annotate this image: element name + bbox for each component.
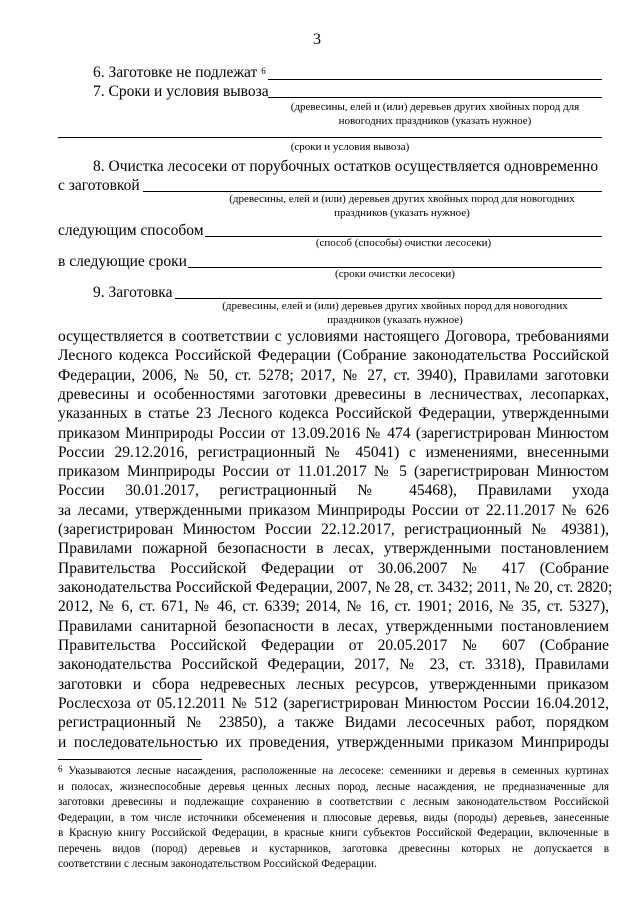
item7-caption-1: (древесины, елей и (или) деревьев других хвойных пород для [290, 101, 580, 113]
item8-method-label: следующим способом [58, 222, 204, 239]
item8-fill-line [143, 191, 602, 192]
footnote-line-text: Указываются лесные насаждения, расположенные на лесосеке: семенники и деревья в семенных куртинах [62, 765, 609, 777]
body-line: Правилами пожарной безопасности в лесах, утвержденными постановлением [58, 540, 609, 557]
item9-label: 9. Заготовка [93, 284, 173, 301]
item7-label: 7. Сроки и условия вывоза [93, 83, 269, 100]
item9-caption-2: праздников (указать нужное) [327, 314, 463, 326]
item6-text: 6. Заготовке не подлежат [93, 64, 258, 81]
body-line: приказом Минприроды России от 11.01.2017 № 5 (зарегистрирован Минюстом [58, 463, 609, 480]
footnote-line: и полосах, жизнеспособные деревья ценных лесных пород, лесные насаждения, не предназначенные для [58, 781, 609, 793]
footnote-line: Федерации, в том числе источники обсеменения и плюсовые деревья, виды (породы) деревьев, занесенные [58, 812, 609, 824]
item9-caption-1: (древесины, елей и (или) деревьев других хвойных пород для новогодних [222, 300, 568, 312]
item7-caption-3: (сроки и условия вывоза) [290, 141, 410, 153]
footnote-line: соответствии с лесным законодательством Российской Федерации. [58, 858, 377, 870]
item8-terms-label: в следующие сроки [58, 253, 187, 270]
footnote-reference: 6 [261, 66, 266, 76]
body-line: Лесного кодекса Российской Федерации (Собрание законодательства Российской [58, 347, 609, 364]
body-line: Федерации, 2006, № 50, ст. 5278; 2017, № 27, ст. 3940), Правилами заготовки [58, 367, 609, 384]
item8-caption-1: (древесины, елей и (или) деревьев других хвойных пород для новогодних [229, 193, 575, 205]
body-line: законодательства Российской Федерации, 2007, № 28, ст. 3432; 2011, № 20, ст. 2820; [58, 579, 613, 596]
footnote-mark: 6 [58, 764, 63, 774]
item8-caption-2: праздников (указать нужное) [334, 207, 470, 219]
item6-fill-line [268, 79, 602, 80]
body-line: законодательства Российской Федерации, 2017, № 23, ст. 3318), Правилами [58, 656, 609, 673]
item8-line2: с заготовкой [58, 177, 140, 194]
body-line: осуществляется в соответствии с условиями настоящего Договора, требованиями [58, 328, 609, 345]
item8-method-caption: (способ (способы) очистки лесосеки) [315, 237, 492, 249]
body-line: указанных в статье 23 Лесного кодекса Российской Федерации, утвержденными [58, 405, 609, 422]
body-line: и последовательностью их проведения, утвержденными приказом Минприроды [58, 734, 609, 751]
footnote-separator [58, 759, 202, 760]
body-line: 2012, № 6, ст. 671, № 46, ст. 6339; 2014, № 16, ст. 1901; 2016, № 35, ст. 5327), [58, 598, 609, 615]
item8-terms-caption: (сроки очистки лесосеки) [335, 268, 455, 280]
body-line: приказом Минприроды России от 13.09.2016 № 474 (зарегистрирован Минюстом [58, 425, 609, 442]
body-line: заготовки и сбора недревесных лесных ресурсов, утвержденными приказом [58, 676, 609, 693]
item7-caption-2: новогодних праздников (указать нужное) [338, 115, 532, 127]
body-line: регистрационный № 23850), а также Видами лесосечных работ, порядком [58, 714, 609, 731]
body-line: России 29.12.2016, регистрационный № 45041) с изменениями, внесенными [58, 444, 609, 461]
body-line: Правительства Российской Федерации от 20.05.2017 № 607 (Собрание [58, 637, 609, 654]
item6-label [93, 64, 266, 82]
footnote-line: в Красную книгу Российской Федерации, в красные книги субъектов Российской Федерации, включенные в [58, 827, 609, 839]
body-line: Правительства Российской Федерации от 30.06.2007 № 417 (Собрание [58, 560, 609, 577]
item9-fill-line [175, 298, 602, 299]
footnote-line: заготовки древесины и подлежащие сохранению в соответствии с лесным законодательством Российской [58, 796, 609, 808]
footnote-line: перечень видов (пород) деревьев и кустарников, заготовка древесины которых не допускается в [58, 843, 609, 855]
page-number: 3 [313, 31, 321, 48]
body-line: Рослесхоза от 05.12.2011 № 512 (зарегистрирован Минюстом России 16.04.2012, [58, 695, 609, 712]
body-line: России 30.01.2017, регистрационный № 45468), Правилами ухода [58, 482, 609, 499]
body-line: за лесами, утвержденными приказом Минприроды России от 22.11.2017 № 626 [58, 502, 609, 519]
item7-fill-line [268, 97, 602, 98]
footnote-line [58, 764, 609, 779]
body-line: Правилами санитарной безопасности в лесах, утвержденными постановлением [58, 618, 609, 635]
body-line: древесины и особенностями заготовки древесины в лесничествах, лесопарках, [58, 386, 609, 403]
item8-line1: 8. Очистка лесосеки от порубочных остатков осуществляется одновременно [93, 158, 599, 175]
body-line: (зарегистрирован Минюстом России 22.12.2017, регистрационный № 49381), [58, 521, 609, 538]
item7-second-line [58, 137, 602, 138]
